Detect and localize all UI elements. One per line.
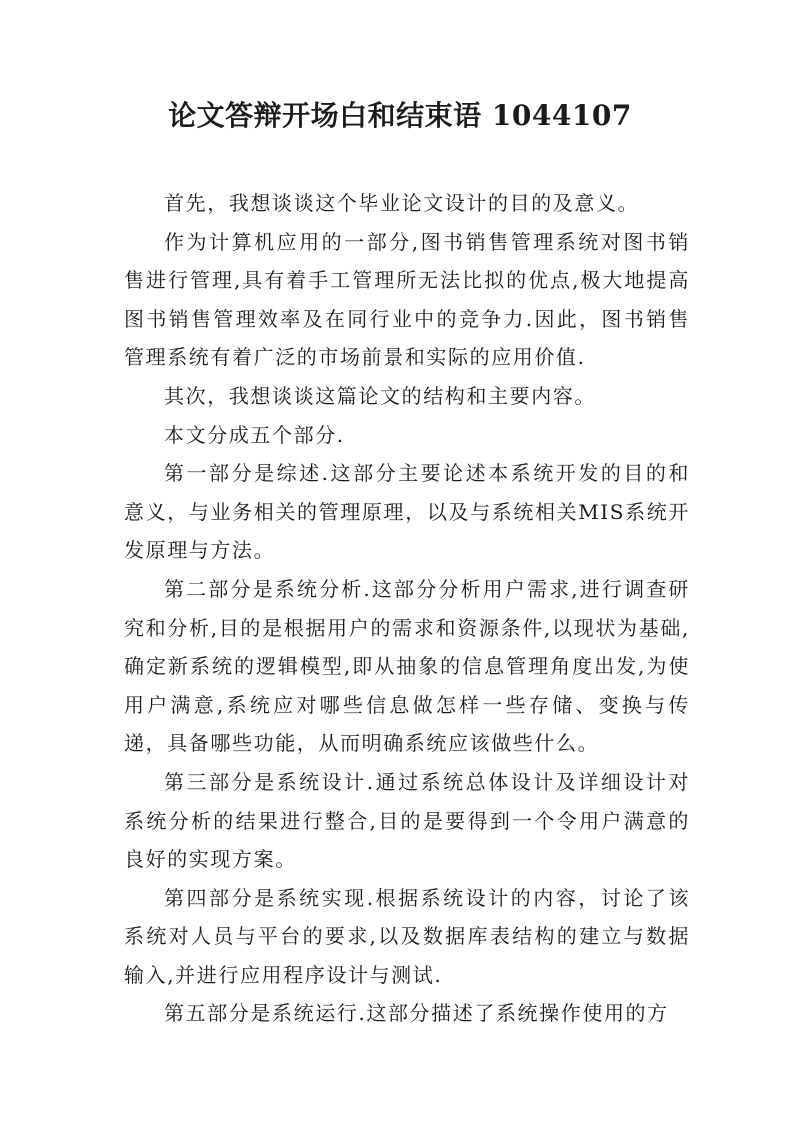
paragraph-part-four: 第四部分是系统实现.根据系统设计的内容，讨论了该系统对人员与平台的要求,以及数据库表结构的建立与数据输入,并进行应用程序设计与测试. — [124, 885, 690, 987]
paragraph-part-three: 第三部分是系统设计.通过系统总体设计及详细设计对系统分析的结果进行整合,目的是要得到一个令用户满意的良好的实现方案。 — [124, 769, 690, 872]
paragraph-part-five: 第五部分是系统运行.这部分描述了系统操作使用的方 — [164, 1001, 669, 1026]
paragraph-purpose-intro: 首先，我想谈谈这个毕业论文设计的目的及意义。 — [164, 191, 640, 215]
document-body — [124, 184, 690, 1033]
document-title: 论文答辩开场白和结束语 1044107 — [168, 99, 632, 132]
paragraph-part-one: 第一部分是综述.这部分主要论述本系统开发的目的和意义，与业务相关的管理原理，以及与系统相关MIS系统开发原理与方法。 — [124, 461, 690, 563]
paragraph-purpose-detail: 作为计算机应用的一部分,图书销售管理系统对图书销售进行管理,具有着手工管理所无法比拟的优点,极大地提高图书销售管理效率及在同行业中的竞争力.因此，图书销售管理系统有着广泛的市场前景和实际的应用价值. — [124, 229, 690, 370]
paragraph-structure-intro: 其次，我想谈谈这篇论文的结构和主要内容。 — [164, 383, 596, 408]
paragraph-part-two: 第二部分是系统分析.这部分分析用户需求,进行调查研究和分析,目的是根据用户的需求和资源条件,以现状为基础,确定新系统的逻辑模型,即从抽象的信息管理角度出发,为使用户满意,系统应对哪些信息做怎样一些存储、变换与传递，具备哪些功能，从而明确系统应该做些什么。 — [124, 576, 690, 756]
paragraph-five-parts: 本文分成五个部分. — [164, 422, 345, 447]
